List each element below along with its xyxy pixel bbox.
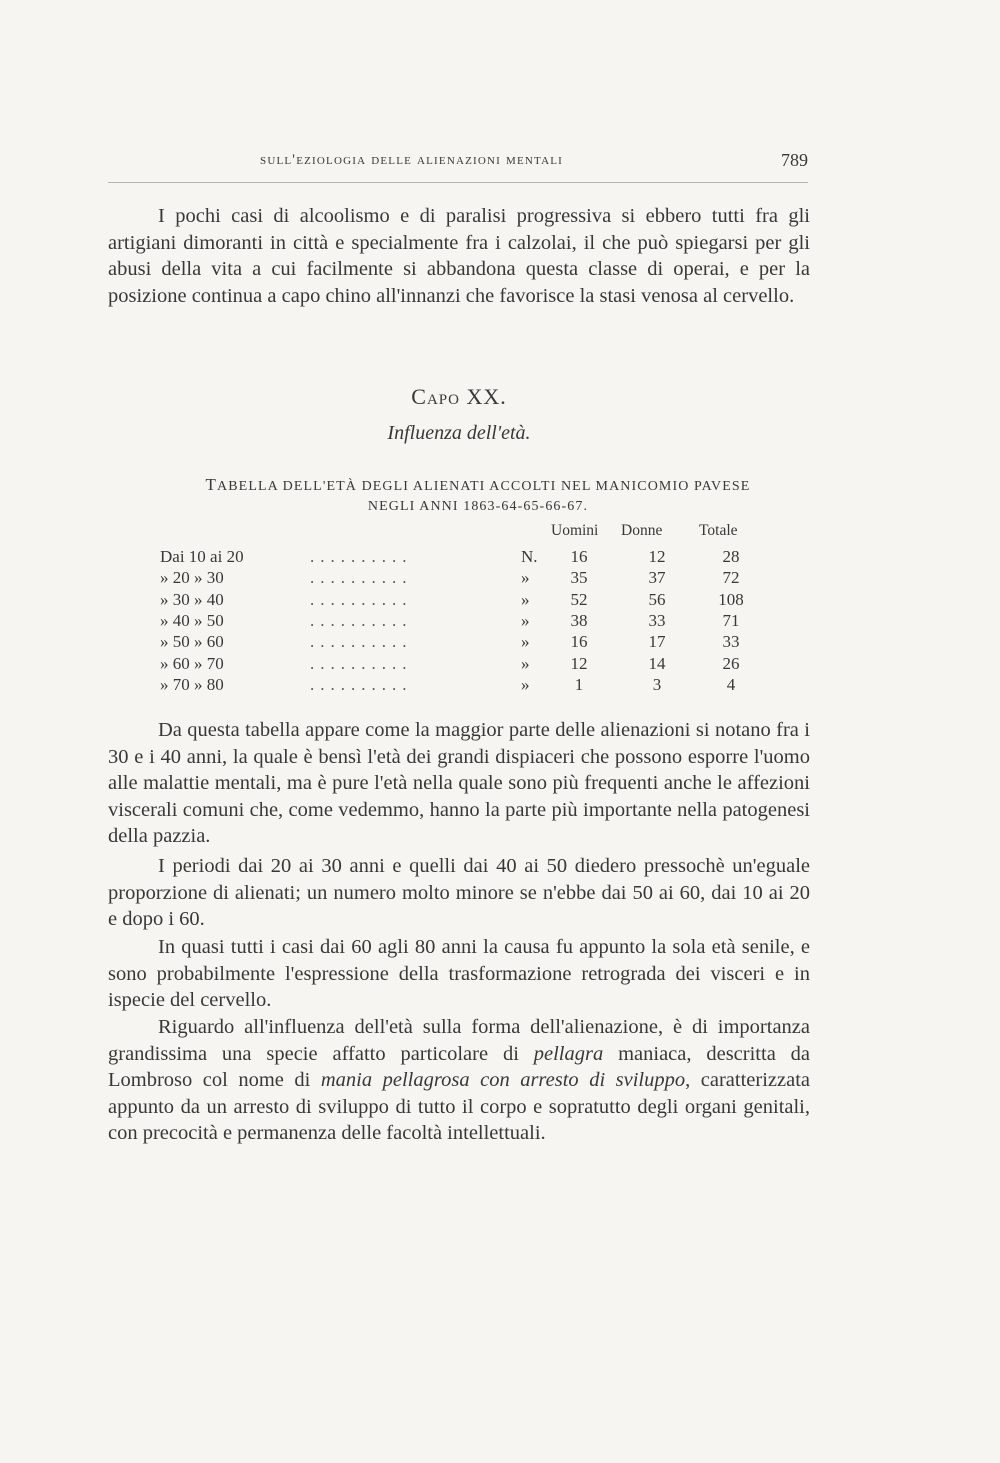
row-leader-dots: .......... — [310, 568, 413, 588]
row-women: 56 — [648, 589, 666, 609]
paragraph-senile-age: In quasi tutti i casi dai 60 agli 80 anni la causa fu appunto la sola età senile, e sono probabilmente l'espressione della trasformazione retrograda dei visceri e in ispecie del cervello. — [108, 936, 810, 1012]
row-unit: » — [521, 589, 530, 609]
row-leader-dots: .......... — [310, 653, 413, 673]
caption-line-2: NEGLI ANNI 1863-64-65-66-67. — [367, 499, 589, 514]
row-total: 108 — [718, 589, 744, 609]
row-men: 52 — [570, 589, 588, 609]
row-leader-dots: .......... — [310, 547, 413, 566]
chapter-heading — [108, 384, 810, 410]
table-row — [160, 632, 760, 653]
paragraph-periods: I periodi dai 20 ai 30 anni e quelli dai 40 ai 50 diedero pressochè un'eguale proporzione di alienati; un numero molto minore se n'ebbe dai 50 ai 60, dai 10 ai 20 e dopo i 60. — [108, 855, 810, 931]
caption-line-1: ABELLA DELL'ETÀ DEGLI ALIENATI ACCOLTI NEL MANICOMIO PAVESE — [217, 479, 751, 494]
column-header-men: Uomini — [551, 522, 599, 539]
row-leader-dots: .......... — [310, 610, 413, 630]
row-women: 17 — [648, 632, 666, 652]
table-row — [160, 654, 760, 675]
row-women: 33 — [648, 610, 666, 630]
row-men: 16 — [570, 547, 588, 566]
row-men: 1 — [574, 674, 584, 694]
row-leader-dots: .......... — [310, 589, 413, 609]
row-women: 12 — [648, 547, 666, 566]
chapter-subtitle: Influenza dell'età. — [387, 422, 531, 444]
row-leader-dots: .......... — [310, 674, 413, 694]
row-unit: » — [521, 568, 530, 588]
row-total: 33 — [722, 632, 740, 652]
table-row — [160, 611, 760, 632]
row-age-range: » 60 » 70 — [160, 653, 224, 673]
row-unit: » — [521, 610, 530, 630]
row-total: 71 — [722, 610, 740, 630]
row-age-range: » 30 » 40 — [160, 589, 224, 609]
p5-text-c: maniaca, descritta da Lombroso col nome di — [108, 1042, 810, 1092]
row-leader-dots: .......... — [310, 632, 413, 652]
row-age-range: » 50 » 60 — [160, 632, 224, 652]
row-total: 72 — [722, 568, 740, 588]
chapter-word: Capo — [411, 384, 460, 409]
row-age-range: Dai 10 ai 20 — [160, 547, 244, 566]
column-header-women: Donne — [621, 522, 663, 539]
row-age-range: » 40 » 50 — [160, 610, 224, 630]
row-women: 3 — [652, 674, 662, 694]
row-total: 4 — [726, 674, 736, 694]
table-row — [160, 568, 760, 589]
table-row — [160, 590, 760, 611]
caption-initial: T — [205, 475, 218, 494]
running-head — [108, 150, 808, 174]
row-women: 37 — [648, 568, 666, 588]
row-age-range: » 70 » 80 — [160, 674, 224, 694]
header-rule — [108, 182, 808, 183]
row-total: 28 — [722, 547, 740, 566]
page-number: 789 — [781, 150, 808, 170]
paragraph-alcoholism: I pochi casi di alcoolismo e di paralisi progressiva si ebbero tutti fra gli artigiani dimoranti in città e specialmente fra i calzolai, il che può spiegarsi per gli abusi della vita a cui facilmente si abbandona questa classe di operai, e per la posizione continua a capo chino all'innanzi che favorisce la stasi venosa al cervello. — [108, 205, 810, 307]
p5-text-a: Riguardo all'influenza dell'età sulla forma dell'alienazione, è di importanza grandissima una specie affatto particolare di — [108, 1016, 810, 1065]
p5-italic-mania: mania pellagrosa con arresto di sviluppo — [320, 1069, 686, 1092]
row-unit: » — [521, 674, 530, 694]
row-age-range: » 20 » 30 — [160, 568, 224, 588]
row-women: 14 — [648, 653, 666, 673]
row-unit: » — [521, 653, 530, 673]
p5-text-e: , caratterizzata appunto da un arresto di sviluppo di tutto il corpo e sopratutto degli organi genitali, con precocità e permanenza delle facoltà intellettuali. — [108, 1069, 810, 1145]
table-row — [160, 547, 760, 568]
p5-italic-pellagra: pellagra — [533, 1042, 604, 1065]
running-title: sull'eziologia delle alienazioni mentali — [260, 152, 564, 168]
row-men: 38 — [570, 610, 588, 630]
chapter-numeral: XX. — [466, 384, 507, 409]
row-unit: » — [521, 632, 530, 652]
row-men: 16 — [570, 632, 588, 652]
table-caption — [108, 475, 848, 517]
row-men: 12 — [570, 653, 588, 673]
paragraph-table-analysis: Da questa tabella appare come la maggior parte delle alienazioni si notano fra i 30 e i 40 anni, la quale è bensì l'età dei grandi dispiaceri che possono esporre l'uomo alle malattie mentali, ma è pure l'età nella quale sono più frequenti anche le affezioni viscerali comuni che, come vedemmo, hanno la parte più importante nella patogenesi della pazzia. — [108, 719, 810, 848]
paragraph-pellagra — [108, 1014, 810, 1147]
table-row — [160, 675, 760, 696]
column-header-total: Totale — [699, 522, 738, 539]
row-unit: N. — [521, 547, 538, 566]
row-total: 26 — [722, 653, 740, 673]
row-men: 35 — [570, 568, 588, 588]
